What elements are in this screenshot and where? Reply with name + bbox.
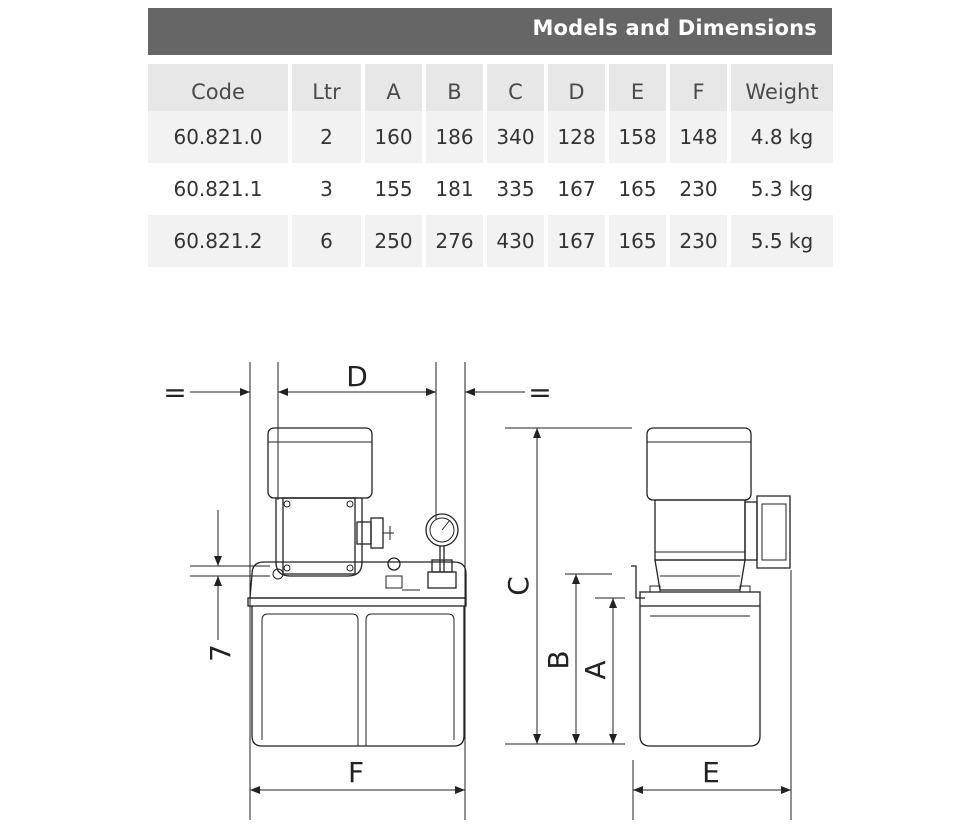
cell-code: 60.821.1 bbox=[173, 177, 263, 201]
header-a: A bbox=[365, 64, 422, 111]
header-e: E bbox=[609, 64, 666, 111]
cell-b: 186 bbox=[426, 111, 483, 163]
header-c: C bbox=[487, 64, 544, 111]
cell-e: 165 bbox=[609, 215, 666, 267]
cell-d: 128 bbox=[548, 111, 605, 163]
side-view bbox=[505, 428, 791, 820]
cell-f: 230 bbox=[670, 215, 727, 267]
header-code: Code bbox=[148, 64, 288, 111]
cell-c: 430 bbox=[487, 215, 544, 267]
header-b: B bbox=[426, 64, 483, 111]
cell-ltr: 3 bbox=[320, 177, 333, 201]
cell-ltr: 6 bbox=[292, 215, 361, 267]
header-f: F bbox=[670, 64, 727, 111]
header-row bbox=[148, 64, 833, 111]
cell-ltr: 2 bbox=[292, 111, 361, 163]
cell-f: 148 bbox=[670, 111, 727, 163]
table-row bbox=[148, 111, 833, 163]
cell-d: 167 bbox=[548, 215, 605, 267]
cell-d: 167 bbox=[557, 177, 596, 201]
label-b: B bbox=[542, 650, 575, 670]
label-f: F bbox=[347, 756, 365, 789]
cell-b: 276 bbox=[426, 215, 483, 267]
header-weight: Weight bbox=[731, 64, 833, 111]
label-d: D bbox=[346, 360, 368, 393]
cell-a: 160 bbox=[365, 111, 422, 163]
label-a: A bbox=[579, 660, 612, 680]
front-view bbox=[190, 362, 525, 820]
label-eq-left: = bbox=[163, 376, 187, 409]
cell-c: 335 bbox=[496, 177, 535, 201]
dimensions-grid bbox=[144, 64, 837, 267]
cell-a: 250 bbox=[365, 215, 422, 267]
label-eq-right: = bbox=[528, 376, 552, 409]
cell-a: 155 bbox=[374, 177, 413, 201]
cell-e: 165 bbox=[618, 177, 657, 201]
cell-c: 340 bbox=[487, 111, 544, 163]
models-dimensions-table bbox=[148, 8, 832, 267]
header-d: D bbox=[548, 64, 605, 111]
technical-drawing bbox=[0, 270, 960, 830]
cell-weight: 5.5 kg bbox=[731, 215, 833, 267]
cell-weight: 4.8 kg bbox=[731, 111, 833, 163]
label-c: C bbox=[502, 576, 535, 596]
cell-weight: 5.3 kg bbox=[750, 177, 814, 201]
header-ltr: Ltr bbox=[292, 64, 361, 111]
table-title: Models and Dimensions bbox=[148, 8, 832, 55]
table-row bbox=[148, 163, 833, 215]
cell-code: 60.821.2 bbox=[148, 215, 288, 267]
cell-code: 60.821.0 bbox=[148, 111, 288, 163]
label-e: E bbox=[702, 756, 720, 789]
table-row bbox=[148, 215, 833, 267]
cell-f: 230 bbox=[679, 177, 718, 201]
cell-e: 158 bbox=[609, 111, 666, 163]
cell-b: 181 bbox=[435, 177, 474, 201]
label-seven: 7 bbox=[204, 644, 237, 662]
